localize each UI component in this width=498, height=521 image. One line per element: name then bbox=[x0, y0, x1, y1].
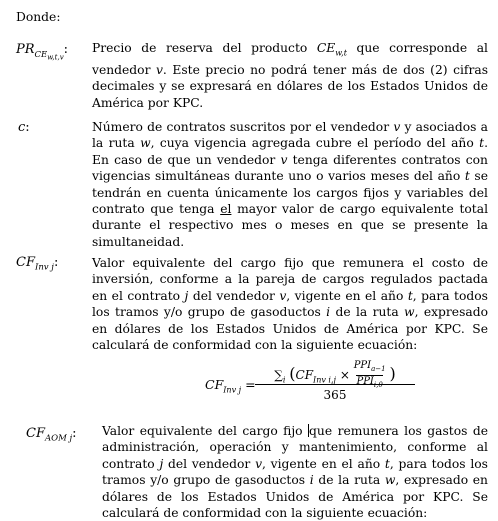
equation-denominator: 365 bbox=[323, 388, 347, 402]
term-c: c: bbox=[18, 120, 30, 135]
term-cf-aom: $CF_{AOM j}$: bbox=[26, 426, 77, 444]
cf-inv-equation bbox=[205, 360, 405, 410]
intro-text: Donde: bbox=[16, 10, 61, 24]
term-cf-inv: $CF_{Inv j}$: bbox=[16, 255, 59, 273]
equation-numerator: $\sum_i$ ($CF_{Inv i,j} \times PPI_{a-1}$ $PPI_{i,0}$ ) bbox=[274, 360, 396, 389]
definition-cf-aom: Valor equivalente del cargo fijo que remunera los gastos de administración, operación y mantenimiento, conforme al contrato j del vendedor v, vigente en el año t, para todos los tramos y/o grupo de gasoductos i de la ruta w, expresado en dólares de los Estados Unidos de América por KPC. Se calculará de conformidad con la siguiente ecuación: bbox=[102, 424, 489, 521]
definition-c: Número de contratos suscritos por el vendedor v y asociados a la ruta w, cuya vigencia agregada cubre el período del año t. En caso de que un vendedor v tenga diferentes contratos con vigencias simultáneas durante uno o varios meses del año t se tendrán en cuenta únicamente los cargos fijos y variables del contrato que tenga el mayor valor de cargo equivalente total durante el respectivo mes o meses en que se presente la simultaneidad. bbox=[92, 120, 489, 249]
fraction-line bbox=[255, 384, 415, 385]
term-pr-ce: $PR_{CE_{w,t,v}}$: bbox=[16, 42, 69, 62]
equation-lhs: $CF_{Inv j}$ = bbox=[205, 377, 256, 395]
definition-cf-inv: Valor equivalente del cargo fijo que remunera el costo de inversión, conforme a la pareja de cargos regulados pactada en el contrato j del vendedor v, vigente en el año t, para todos los tramos y/o grupo de gasoductos i de la ruta w, expresado en dólares de los Estados Unidos de América por KPC. Se calculará de conformidad con la siguiente ecuación: bbox=[92, 256, 488, 353]
definition-pr-ce: Precio de reserva del producto $CE_{w,t}$ que corresponde al vendedor v. Este precio no podrá tener más de dos (2) cifras decimales y se expresará en dólares de los Estados Unidos de América por KPC. bbox=[92, 41, 489, 110]
